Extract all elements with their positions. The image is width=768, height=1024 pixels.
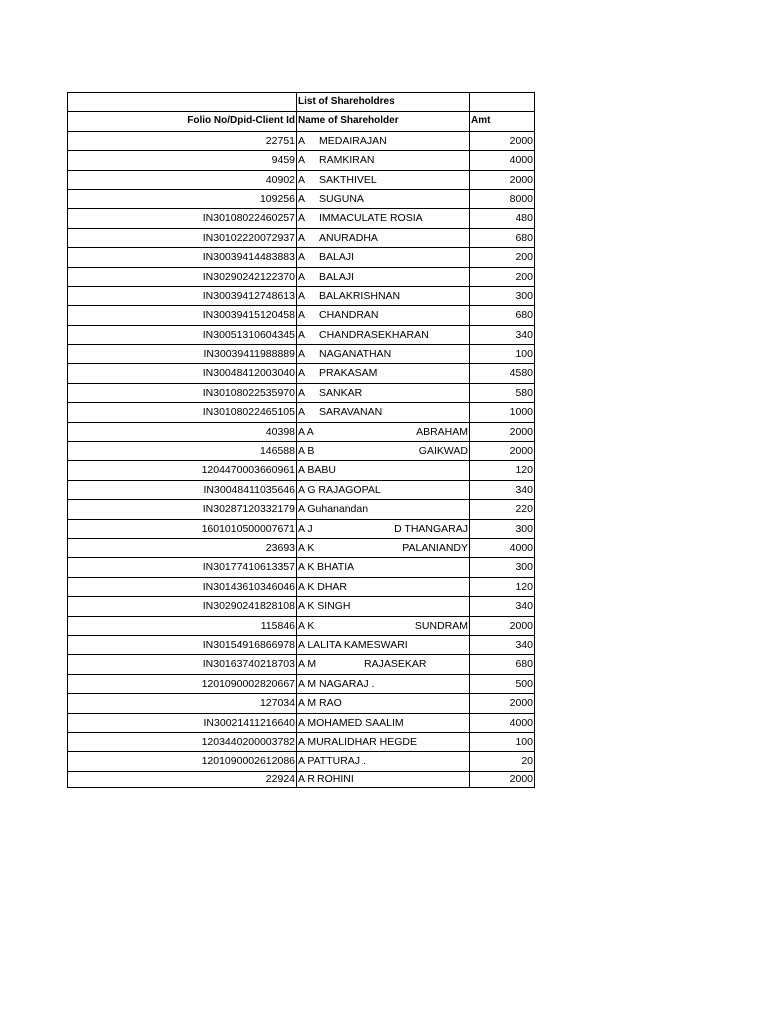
amount-cell: 2000: [470, 694, 535, 712]
amount-column-header: Amt: [470, 112, 535, 130]
amount-cell: 1000: [470, 403, 535, 421]
table-row: [67, 481, 535, 500]
amount-cell: 200: [470, 248, 535, 266]
folio-cell: IN30108022465105: [67, 403, 297, 421]
name-surname: GAIKWAD: [418, 445, 468, 458]
shareholder-name-cell: [297, 597, 470, 615]
shareholder-name-cell: [297, 461, 470, 479]
folio-cell: IN30163740218703: [67, 655, 297, 673]
amount-cell: 2000: [470, 772, 535, 787]
folio-cell: IN30290242122370: [67, 268, 297, 286]
folio-cell: IN30039414483883: [67, 248, 297, 266]
table-row: [67, 209, 535, 228]
amount-cell: 2000: [470, 423, 535, 441]
name-initials: A: [298, 231, 306, 244]
table-row: [67, 636, 535, 655]
name-initials: A: [298, 212, 306, 225]
folio-cell: 115846: [67, 617, 297, 635]
table-row: [67, 655, 535, 674]
amount-cell: 100: [470, 345, 535, 363]
name-initials: A LALITA KAMESWARI: [298, 638, 408, 651]
folio-cell: 1203440200003782: [67, 733, 297, 751]
shareholder-table: [67, 92, 535, 788]
folio-column-header: Folio No/Dpid-Client Id: [67, 112, 297, 130]
shareholder-name-cell: [297, 733, 470, 751]
amount-cell: 580: [470, 384, 535, 402]
name-initials: A MURALIDHAR HEGDE: [298, 735, 418, 748]
name-main: BHATIA: [317, 561, 355, 574]
folio-cell: IN30143610346046: [67, 578, 297, 596]
table-row: [67, 403, 535, 422]
table-row: [67, 597, 535, 616]
folio-cell: 22924: [67, 772, 297, 787]
name-initials: A G RAJAGOPAL: [298, 483, 381, 496]
amount-cell: 200: [470, 268, 535, 286]
folio-cell: IN30108022535970: [67, 384, 297, 402]
amount-cell: 2000: [470, 442, 535, 460]
amount-cell: 340: [470, 326, 535, 344]
name-initials: A A: [298, 425, 314, 438]
name-main: SARAVANAN: [319, 406, 383, 419]
name-main: NAGANATHAN: [319, 348, 392, 361]
folio-cell: IN30102220072937: [67, 229, 297, 247]
amount-cell: 20: [470, 752, 535, 770]
name-main: BALAKRISHNAN: [319, 289, 401, 302]
table-row: [67, 364, 535, 383]
name-initials: A: [298, 173, 306, 186]
folio-cell: 23693: [67, 539, 297, 557]
name-initials: A MOHAMED SAALIM: [298, 716, 404, 729]
shareholder-name-cell: [297, 558, 470, 576]
table-row: [67, 423, 535, 442]
shareholder-name-cell: [297, 151, 470, 169]
name-initials: A M: [298, 658, 317, 671]
name-initials: A: [298, 367, 306, 380]
amount-cell: 340: [470, 481, 535, 499]
name-column-header: Name of Shareholder: [297, 112, 470, 130]
shareholder-name-cell: [297, 636, 470, 654]
table-row: [67, 520, 535, 539]
folio-cell: IN30287120332179: [67, 500, 297, 518]
folio-cell: IN30108022460257: [67, 209, 297, 227]
name-main: ROHINI: [317, 772, 354, 785]
name-initials: A M NAGARAJ .: [298, 677, 375, 690]
amount-cell: 480: [470, 209, 535, 227]
name-main: IMMACULATE ROSIA: [319, 212, 423, 225]
amount-cell: 220: [470, 500, 535, 518]
name-main: MEDAIRAJAN: [319, 134, 387, 147]
folio-cell: 40398: [67, 423, 297, 441]
shareholder-name-cell: [297, 268, 470, 286]
table-row: [67, 694, 535, 713]
amount-cell: 300: [470, 287, 535, 305]
table-row: [67, 345, 535, 364]
amount-cell: 300: [470, 520, 535, 538]
name-initials: A: [298, 348, 306, 361]
shareholder-name-cell: [297, 384, 470, 402]
amount-cell: 4000: [470, 714, 535, 732]
name-surname: PALANIANDY: [402, 541, 468, 554]
shareholder-name-cell: [297, 345, 470, 363]
shareholder-name-cell: [297, 190, 470, 208]
folio-cell: IN30048411035646: [67, 481, 297, 499]
name-initials: A K: [298, 561, 315, 574]
table-row: [67, 326, 535, 345]
name-surname: SUNDRAM: [414, 619, 468, 632]
folio-cell: 9459: [67, 151, 297, 169]
shareholder-name-cell: [297, 655, 470, 673]
table-row: [67, 268, 535, 287]
name-initials: A J: [298, 522, 313, 535]
shareholder-name-cell: [297, 171, 470, 189]
name-initials: A: [298, 251, 306, 264]
shareholder-name-cell: [297, 752, 470, 770]
name-initials: A PATTURAJ .: [298, 755, 366, 768]
amount-cell: 4000: [470, 539, 535, 557]
folio-cell: IN30048412003040: [67, 364, 297, 382]
shareholder-name-cell: [297, 442, 470, 460]
amount-cell: 680: [470, 655, 535, 673]
table-row: [67, 752, 535, 771]
table-title-row: [67, 93, 535, 112]
name-initials: A BABU: [298, 464, 336, 477]
shareholder-name-cell: [297, 520, 470, 538]
name-initials: A: [298, 328, 306, 341]
name-initials: A: [298, 192, 306, 205]
name-initials: A K: [298, 541, 315, 554]
amount-cell: 120: [470, 461, 535, 479]
name-initials: A R: [298, 772, 315, 785]
folio-cell: IN30021411216640: [67, 714, 297, 732]
folio-cell: IN30039412748613: [67, 287, 297, 305]
amount-cell: 120: [470, 578, 535, 596]
table-body: [67, 132, 535, 788]
table-row: [67, 306, 535, 325]
folio-cell: IN30290241828108: [67, 597, 297, 615]
shareholder-name-cell: [297, 403, 470, 421]
shareholder-name-cell: [297, 229, 470, 247]
amount-cell: 300: [470, 558, 535, 576]
shareholder-name-cell: [297, 132, 470, 150]
table-row: [67, 558, 535, 577]
name-initials: A K DHAR: [298, 580, 348, 593]
table-row: [67, 772, 535, 788]
table-row: [67, 171, 535, 190]
shareholder-name-cell: [297, 772, 470, 787]
shareholder-name-cell: [297, 694, 470, 712]
folio-cell: 40902: [67, 171, 297, 189]
name-initials: A M RAO: [298, 697, 342, 710]
name-initials: A: [298, 289, 306, 302]
folio-cell: 1201090002612086: [67, 752, 297, 770]
name-initials: A: [298, 154, 306, 167]
name-initials: A: [298, 270, 306, 283]
name-initials: A K: [298, 619, 315, 632]
shareholder-name-cell: [297, 481, 470, 499]
name-surname: ABRAHAM: [416, 425, 468, 438]
name-surname: D THANGARAJ: [394, 522, 468, 535]
table-row: [67, 714, 535, 733]
amount-cell: 4000: [470, 151, 535, 169]
table-row: [67, 617, 535, 636]
folio-cell: 127034: [67, 694, 297, 712]
shareholder-name-cell: [297, 714, 470, 732]
amount-cell: 680: [470, 229, 535, 247]
name-main: SANKAR: [319, 386, 363, 399]
name-initials: A B: [298, 445, 315, 458]
table-row: [67, 151, 535, 170]
table-row: [67, 675, 535, 694]
folio-cell: 1204470003660961: [67, 461, 297, 479]
table-row: [67, 248, 535, 267]
folio-cell: IN30177410613357: [67, 558, 297, 576]
table-row: [67, 539, 535, 558]
table-title: List of Shareholdres: [297, 93, 470, 111]
table-row: [67, 733, 535, 752]
name-main: CHANDRASEKHARAN: [319, 328, 429, 341]
amount-cell: 2000: [470, 617, 535, 635]
folio-cell: IN30154916866978: [67, 636, 297, 654]
name-initials: A: [298, 309, 306, 322]
name-main: SUGUNA: [319, 192, 364, 205]
amount-cell: 500: [470, 675, 535, 693]
folio-cell: 1201090002820667: [67, 675, 297, 693]
amount-cell: 340: [470, 636, 535, 654]
name-surname: RAJASEKAR: [364, 658, 427, 671]
name-initials: A: [298, 386, 306, 399]
shareholder-name-cell: [297, 539, 470, 557]
amount-cell: 2000: [470, 171, 535, 189]
table-row: [67, 442, 535, 461]
name-main: BALAJI: [319, 251, 355, 264]
table-row: [67, 461, 535, 480]
table-row: [67, 132, 535, 151]
amount-cell: 8000: [470, 190, 535, 208]
amount-cell: 100: [470, 733, 535, 751]
folio-cell: 146588: [67, 442, 297, 460]
name-initials: A: [298, 134, 306, 147]
amount-cell: 680: [470, 306, 535, 324]
table-row: [67, 229, 535, 248]
shareholder-name-cell: [297, 248, 470, 266]
shareholder-name-cell: [297, 326, 470, 344]
name-main: RAMKIRAN: [319, 154, 375, 167]
shareholder-name-cell: [297, 675, 470, 693]
shareholder-name-cell: [297, 287, 470, 305]
name-initials: A Guhanandan: [298, 503, 369, 516]
amount-cell: 340: [470, 597, 535, 615]
table-row: [67, 500, 535, 519]
shareholder-name-cell: [297, 364, 470, 382]
folio-cell: 1601010500007671: [67, 520, 297, 538]
shareholder-name-cell: [297, 617, 470, 635]
name-main: BALAJI: [319, 270, 355, 283]
table-row: [67, 190, 535, 209]
shareholder-name-cell: [297, 500, 470, 518]
shareholder-name-cell: [297, 209, 470, 227]
name-initials: A: [298, 406, 306, 419]
table-header-row: [67, 112, 535, 131]
shareholder-name-cell: [297, 306, 470, 324]
name-main: CHANDRAN: [319, 309, 379, 322]
name-main: ANURADHA: [319, 231, 378, 244]
name-main: SAKTHIVEL: [319, 173, 377, 186]
folio-cell: 109256: [67, 190, 297, 208]
title-empty-cell: [470, 93, 535, 111]
shareholder-name-cell: [297, 423, 470, 441]
name-initials: A K SINGH: [298, 600, 351, 613]
table-row: [67, 578, 535, 597]
folio-cell: IN30039415120458: [67, 306, 297, 324]
shareholder-name-cell: [297, 578, 470, 596]
amount-cell: 2000: [470, 132, 535, 150]
amount-cell: 4580: [470, 364, 535, 382]
folio-cell: IN30051310604345: [67, 326, 297, 344]
table-row: [67, 384, 535, 403]
name-main: PRAKASAM: [319, 367, 378, 380]
table-row: [67, 287, 535, 306]
folio-cell: 22751: [67, 132, 297, 150]
title-spacer-cell: [67, 93, 297, 111]
folio-cell: IN30039411988889: [67, 345, 297, 363]
